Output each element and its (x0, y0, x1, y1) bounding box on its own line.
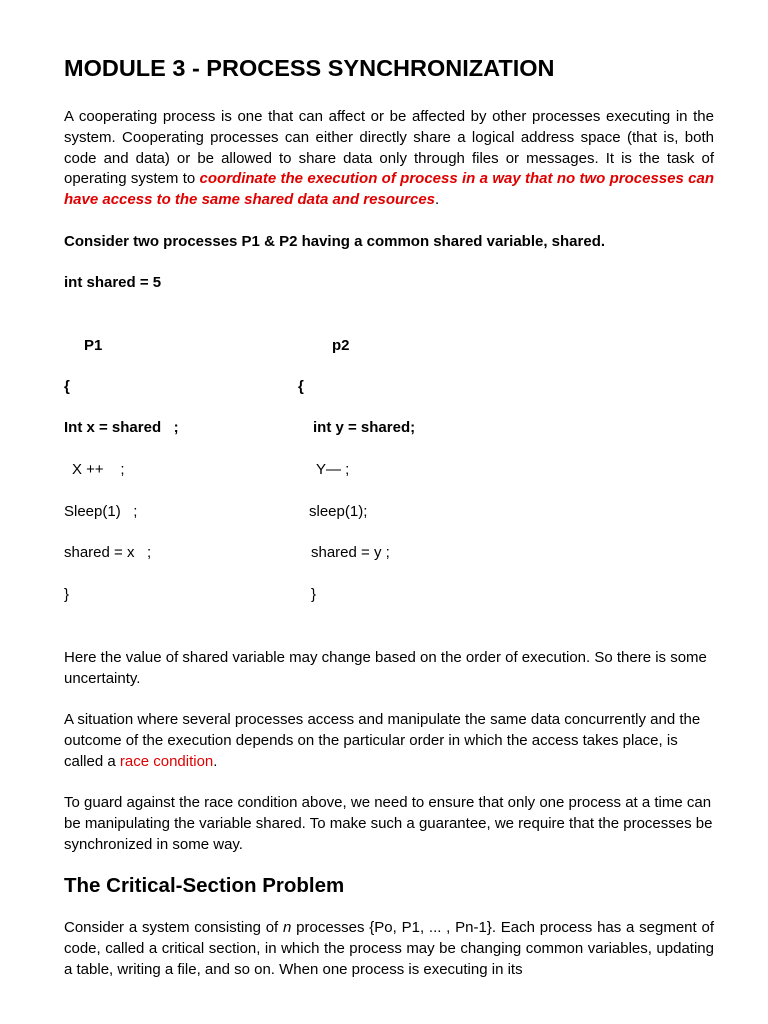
critical-part-2: processes {Po, P1, ... , Pn-1}. Each process has a segment of code, called a critical section, in which the process may be changing common variables, updating a table, writing a file, and so on. When one process is executing in its (64, 919, 714, 978)
p1-line-4: shared = x ; (64, 544, 152, 561)
intro-end: . (435, 191, 440, 209)
p1-open-brace: { (64, 378, 70, 395)
race-condition-paragraph (64, 710, 714, 772)
race-text: A situation where several processes access and manipulate the same data concurrently and the outcome of the execution depends on the particular order in which the access takes place, is called a (64, 711, 701, 770)
critical-n: n (283, 919, 292, 936)
int-shared-declaration: int shared = 5 (64, 274, 162, 291)
race-end: . (213, 752, 218, 770)
uncertainty-paragraph: Here the value of shared variable may change based on the order of execution. So there is some uncertainty. (64, 649, 707, 687)
intro-highlight: coordinate the execution of process in a way that no two processes can have access to the same shared data and resources (64, 170, 714, 209)
p1-line-2: X ++ ; (72, 461, 125, 478)
p1-close-brace: } (64, 586, 70, 603)
p2-label: p2 (332, 337, 350, 354)
p2-line-1: int y = shared; (313, 419, 416, 436)
p1-line-3: Sleep(1) ; (64, 503, 138, 520)
consider-statement: Consider two processes P1 & P2 having a common shared variable, shared. (64, 233, 606, 250)
p2-line-3: sleep(1); (309, 503, 368, 520)
page-title: MODULE 3 - PROCESS SYNCHRONIZATION (64, 55, 555, 81)
guard-paragraph: To guard against the race condition above, we need to ensure that only one process at a time can be manipulating the variable shared. To make such a guarantee, we require that the processes be synchronized in some way. (64, 794, 713, 853)
p2-line-4: shared = y ; (311, 544, 390, 561)
p2-open-brace: { (298, 378, 304, 395)
intro-paragraph (64, 107, 714, 211)
critical-section-paragraph (64, 918, 714, 980)
p2-close-brace: } (311, 586, 317, 603)
p1-label: P1 (84, 337, 103, 354)
intro-text: A cooperating process is one that can affect or be affected by other processes executing in the system. Cooperating processes can either directly share a logical address space (that is, both code and data) or be allowed to share data only through files or messages. It is the task of operating system to (64, 108, 714, 188)
p1-line-1: Int x = shared ; (64, 419, 179, 436)
p2-line-2: Y— ; (316, 461, 350, 478)
race-term: race condition (119, 752, 214, 770)
section-heading: The Critical-Section Problem (64, 874, 345, 897)
critical-part-1: Consider a system consisting of (64, 919, 284, 936)
